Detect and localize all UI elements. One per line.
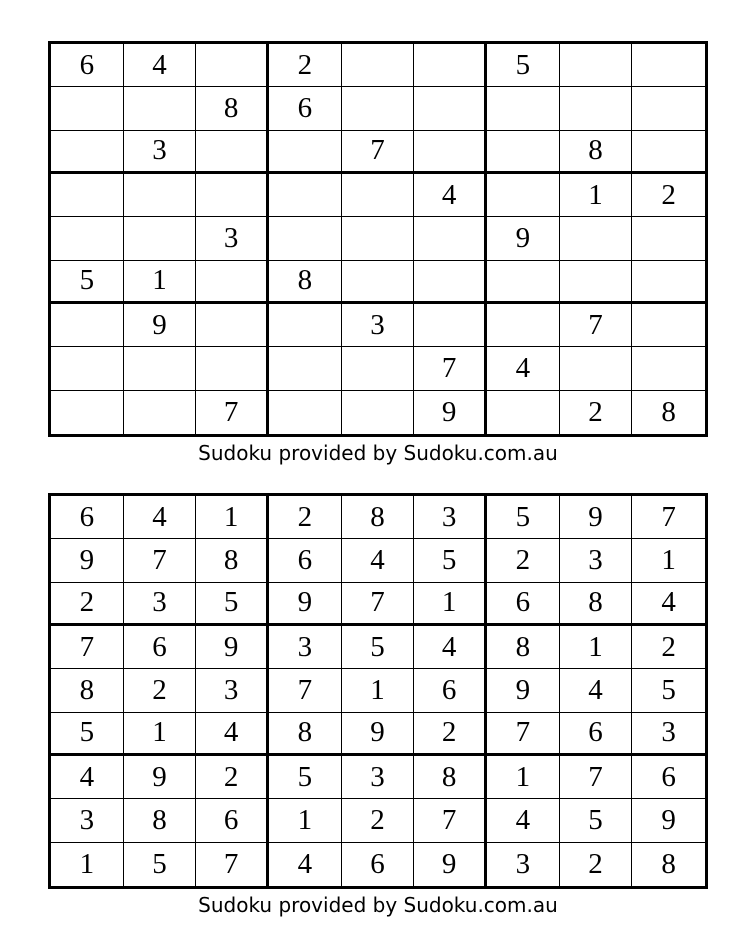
puzzle-cell-r5c6 <box>414 217 487 260</box>
solution-cell-r7c2: 9 <box>124 756 197 799</box>
solution-cell-r9c2: 5 <box>124 843 197 886</box>
puzzle-cell-r5c4 <box>269 217 342 260</box>
solution-cell-r7c6: 8 <box>414 756 487 799</box>
puzzle-cell-r6c3 <box>196 261 269 304</box>
puzzle-cell-r4c8: 1 <box>560 174 633 217</box>
solution-cell-r5c4: 7 <box>269 669 342 712</box>
solution-cell-r2c3: 8 <box>196 539 269 582</box>
solution-cell-r8c8: 5 <box>560 799 633 842</box>
puzzle-cell-r3c9 <box>632 131 705 174</box>
puzzle-cell-r2c3: 8 <box>196 87 269 130</box>
puzzle-cell-r9c2 <box>124 391 197 434</box>
solution-cell-r2c5: 4 <box>342 539 415 582</box>
solution-cell-r5c5: 1 <box>342 669 415 712</box>
puzzle-cell-r1c5 <box>342 44 415 87</box>
puzzle-cell-r9c5 <box>342 391 415 434</box>
puzzle-cell-r1c1: 6 <box>51 44 124 87</box>
solution-cell-r5c3: 3 <box>196 669 269 712</box>
solution-cell-r9c5: 6 <box>342 843 415 886</box>
solution-cell-r5c1: 8 <box>51 669 124 712</box>
puzzle-cell-r8c8 <box>560 347 633 390</box>
puzzle-cell-r1c8 <box>560 44 633 87</box>
solution-cell-r4c9: 2 <box>632 626 705 669</box>
solution-cell-r1c8: 9 <box>560 496 633 539</box>
solution-cell-r2c2: 7 <box>124 539 197 582</box>
puzzle-cell-r3c4 <box>269 131 342 174</box>
solution-cell-r2c9: 1 <box>632 539 705 582</box>
solution-cell-r3c5: 7 <box>342 583 415 626</box>
solution-cell-r9c1: 1 <box>51 843 124 886</box>
puzzle-cell-r5c9 <box>632 217 705 260</box>
solution-cell-r8c9: 9 <box>632 799 705 842</box>
puzzle-cell-r7c2: 9 <box>124 304 197 347</box>
puzzle-cell-r6c7 <box>487 261 560 304</box>
puzzle-cell-r3c5: 7 <box>342 131 415 174</box>
solution-cell-r8c3: 6 <box>196 799 269 842</box>
puzzle-cell-r4c3 <box>196 174 269 217</box>
solution-grid <box>48 493 708 889</box>
puzzle-cell-r4c5 <box>342 174 415 217</box>
solution-cell-r7c4: 5 <box>269 756 342 799</box>
puzzle-cell-r6c1: 5 <box>51 261 124 304</box>
puzzle-cell-r8c7: 4 <box>487 347 560 390</box>
solution-cell-r7c3: 2 <box>196 756 269 799</box>
solution-cell-r1c2: 4 <box>124 496 197 539</box>
puzzle-cell-r7c9 <box>632 304 705 347</box>
puzzle-cell-r3c7 <box>487 131 560 174</box>
puzzle-cell-r5c3: 3 <box>196 217 269 260</box>
puzzle-cell-r5c7: 9 <box>487 217 560 260</box>
solution-cell-r4c2: 6 <box>124 626 197 669</box>
solution-cell-r8c5: 2 <box>342 799 415 842</box>
solution-cell-r3c7: 6 <box>487 583 560 626</box>
solution-cell-r5c6: 6 <box>414 669 487 712</box>
puzzle-cell-r7c7 <box>487 304 560 347</box>
puzzle-cell-r6c5 <box>342 261 415 304</box>
puzzle-cell-r3c1 <box>51 131 124 174</box>
puzzle-cell-r7c3 <box>196 304 269 347</box>
puzzle-cell-r5c2 <box>124 217 197 260</box>
puzzle-cell-r1c6 <box>414 44 487 87</box>
solution-credit: Sudoku provided by Sudoku.com.au <box>198 893 558 917</box>
solution-cell-r6c4: 8 <box>269 713 342 756</box>
puzzle-cell-r4c2 <box>124 174 197 217</box>
solution-cell-r6c6: 2 <box>414 713 487 756</box>
solution-cell-r1c5: 8 <box>342 496 415 539</box>
solution-cell-r5c2: 2 <box>124 669 197 712</box>
puzzle-cell-r2c9 <box>632 87 705 130</box>
puzzle-cell-r7c4 <box>269 304 342 347</box>
solution-cell-r3c6: 1 <box>414 583 487 626</box>
solution-cell-r6c2: 1 <box>124 713 197 756</box>
solution-cell-r3c4: 9 <box>269 583 342 626</box>
solution-cell-r2c4: 6 <box>269 539 342 582</box>
solution-cell-r4c7: 8 <box>487 626 560 669</box>
puzzle-cell-r9c9: 8 <box>661 395 676 428</box>
puzzle-cell-r2c2 <box>124 87 197 130</box>
puzzle-cell-r1c3 <box>196 44 269 87</box>
solution-cell-r7c8: 7 <box>560 756 633 799</box>
puzzle-cell-r9c6: 9 <box>414 391 487 434</box>
solution-cell-r2c1: 9 <box>51 539 124 582</box>
puzzle-cell-r6c9 <box>632 261 705 304</box>
puzzle-cell-r3c2: 3 <box>124 131 197 174</box>
puzzle-cell-r4c1 <box>51 174 124 217</box>
puzzle-cell-r6c8 <box>560 261 633 304</box>
solution-cell-r1c1: 6 <box>51 496 124 539</box>
solution-cell-r9c9: 8 <box>661 847 676 880</box>
puzzle-cell-r4c7 <box>487 174 560 217</box>
solution-cell-r1c6: 3 <box>414 496 487 539</box>
solution-cell-r6c3: 4 <box>196 713 269 756</box>
puzzle-cell-r2c5 <box>342 87 415 130</box>
puzzle-cell-r5c8 <box>560 217 633 260</box>
puzzle-cell-r8c1 <box>51 347 124 390</box>
sudoku-solution <box>48 493 708 917</box>
puzzle-cell-r9c4 <box>269 391 342 434</box>
solution-cell-r2c7: 2 <box>487 539 560 582</box>
solution-cell-r6c1: 5 <box>51 713 124 756</box>
puzzle-cell-r1c2: 4 <box>124 44 197 87</box>
solution-cell-r4c1: 7 <box>51 626 124 669</box>
solution-cell-r3c8: 8 <box>560 583 633 626</box>
solution-cell-r4c5: 5 <box>342 626 415 669</box>
puzzle-cell-r9c8: 2 <box>560 391 633 434</box>
puzzle-cell-r7c1 <box>51 304 124 347</box>
solution-cell-r3c3: 5 <box>196 583 269 626</box>
puzzle-cell-r3c8: 8 <box>560 131 633 174</box>
solution-cell-r4c8: 1 <box>560 626 633 669</box>
solution-cell-r4c6: 4 <box>414 626 487 669</box>
solution-cell-r2c6: 5 <box>414 539 487 582</box>
solution-cell-r9c8: 2 <box>560 843 633 886</box>
solution-cell-r1c4: 2 <box>269 496 342 539</box>
puzzle-cell-r8c9 <box>632 347 705 390</box>
solution-cell-r6c8: 6 <box>560 713 633 756</box>
puzzle-cell-r6c4: 8 <box>269 261 342 304</box>
solution-cell-r9c7: 3 <box>487 843 560 886</box>
puzzle-cell-r8c6: 7 <box>414 347 487 390</box>
solution-cell-r8c2: 8 <box>124 799 197 842</box>
puzzle-cell-r7c6 <box>414 304 487 347</box>
puzzle-cell-r8c5 <box>342 347 415 390</box>
solution-cell-r9c3: 7 <box>196 843 269 886</box>
solution-cell-r8c7: 4 <box>487 799 560 842</box>
puzzle-cell-r2c7 <box>487 87 560 130</box>
puzzle-cell-r1c7: 5 <box>487 44 560 87</box>
puzzle-cell-r4c9: 2 <box>632 174 705 217</box>
solution-cell-r8c1: 3 <box>51 799 124 842</box>
puzzle-cell-r9c3: 7 <box>196 391 269 434</box>
puzzle-cell-r1c9 <box>632 44 705 87</box>
puzzle-cell-r6c6 <box>414 261 487 304</box>
puzzle-cell-r6c2: 1 <box>124 261 197 304</box>
solution-cell-r6c9: 3 <box>632 713 705 756</box>
solution-cell-r6c5: 9 <box>342 713 415 756</box>
solution-cell-r7c9: 6 <box>632 756 705 799</box>
puzzle-grid <box>48 41 708 437</box>
solution-cell-r5c9: 5 <box>632 669 705 712</box>
puzzle-cell-r4c6: 4 <box>414 174 487 217</box>
puzzle-cell-r8c4 <box>269 347 342 390</box>
puzzle-cell-r2c1 <box>51 87 124 130</box>
puzzle-cell-r5c5 <box>342 217 415 260</box>
solution-cell-r8c6: 7 <box>414 799 487 842</box>
solution-cell-r5c7: 9 <box>487 669 560 712</box>
puzzle-cell-r7c8: 7 <box>560 304 633 347</box>
puzzle-cell-r2c6 <box>414 87 487 130</box>
puzzle-cell-r3c6 <box>414 131 487 174</box>
solution-cell-r9c6: 9 <box>414 843 487 886</box>
solution-cell-r1c7: 5 <box>487 496 560 539</box>
solution-cell-r5c8: 4 <box>560 669 633 712</box>
puzzle-cell-r8c3 <box>196 347 269 390</box>
puzzle-cell-r1c4: 2 <box>269 44 342 87</box>
solution-cell-r8c4: 1 <box>269 799 342 842</box>
solution-cell-r3c9: 4 <box>632 583 705 626</box>
puzzle-cell-r9c7 <box>487 391 560 434</box>
solution-cell-r7c7: 1 <box>487 756 560 799</box>
puzzle-cell-r2c8 <box>560 87 633 130</box>
solution-cell-r4c3: 9 <box>196 626 269 669</box>
solution-cell-r7c1: 4 <box>51 756 124 799</box>
puzzle-cell-r5c1 <box>51 217 124 260</box>
puzzle-cell-r4c4 <box>269 174 342 217</box>
solution-cell-r3c1: 2 <box>51 583 124 626</box>
solution-cell-r1c9: 7 <box>632 496 705 539</box>
puzzle-cell-r2c4: 6 <box>269 87 342 130</box>
puzzle-cell-r9c1 <box>51 391 124 434</box>
solution-cell-r1c3: 1 <box>196 496 269 539</box>
solution-cell-r2c8: 3 <box>560 539 633 582</box>
puzzle-credit: Sudoku provided by Sudoku.com.au <box>198 441 558 465</box>
solution-cell-r6c7: 7 <box>487 713 560 756</box>
sudoku-puzzle <box>48 41 708 465</box>
puzzle-cell-r8c2 <box>124 347 197 390</box>
solution-cell-r7c5: 3 <box>342 756 415 799</box>
puzzle-cell-r3c3 <box>196 131 269 174</box>
solution-cell-r4c4: 3 <box>269 626 342 669</box>
solution-cell-r3c2: 3 <box>124 583 197 626</box>
puzzle-cell-r7c5: 3 <box>342 304 415 347</box>
solution-cell-r9c4: 4 <box>269 843 342 886</box>
